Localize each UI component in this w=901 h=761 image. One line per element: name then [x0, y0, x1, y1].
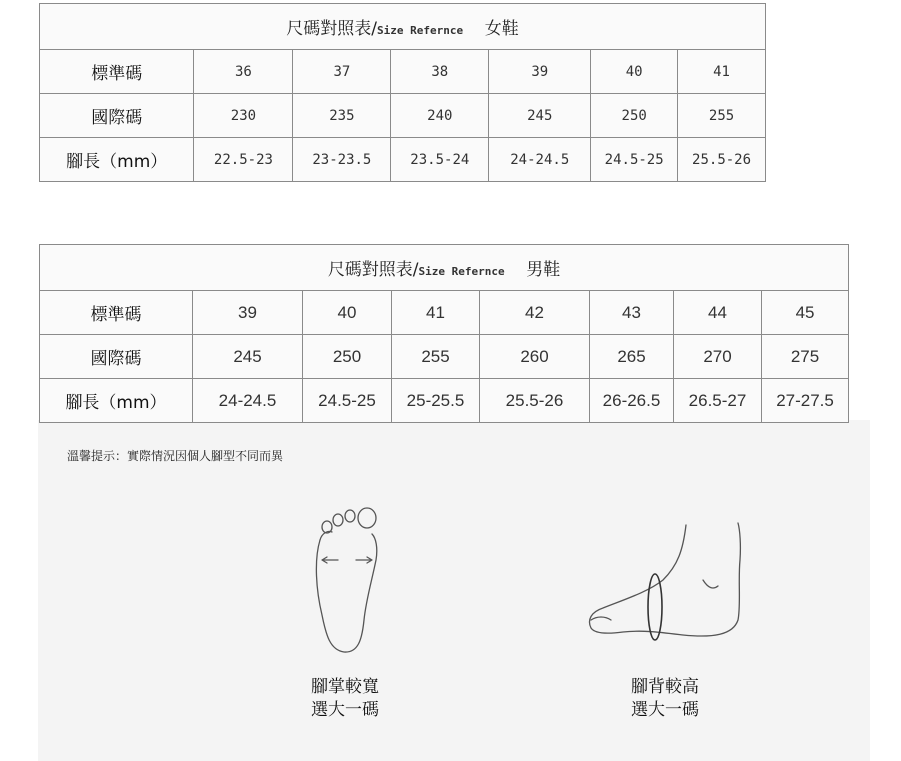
row-label-standard: 標準碼: [40, 50, 194, 94]
row-label-international: 國際碼: [40, 94, 194, 138]
table-cell: 26.5-27: [674, 379, 762, 423]
high-instep-line1: 腳背較高: [631, 677, 699, 697]
women-table-title: [40, 4, 766, 50]
wide-foot-line1: 腳掌較寬: [311, 677, 379, 697]
table-cell: 250: [591, 94, 678, 138]
table-cell: 260: [480, 335, 590, 379]
table-cell: 255: [678, 94, 766, 138]
table-cell: 36: [194, 50, 293, 94]
table-cell: 25.5-26: [480, 379, 590, 423]
table-cell: 41: [678, 50, 766, 94]
high-instep-line2: 選大一碼: [631, 700, 699, 720]
table-cell: 23-23.5: [293, 138, 391, 182]
table-cell: 26-26.5: [590, 379, 674, 423]
table-cell: 270: [674, 335, 762, 379]
men-title-cn: 尺碼對照表/: [327, 260, 419, 280]
table-cell: 38: [391, 50, 489, 94]
table-cell: 23.5-24: [391, 138, 489, 182]
table-cell: 37: [293, 50, 391, 94]
wide-foot-icon: [300, 500, 400, 660]
table-cell: 25-25.5: [392, 379, 480, 423]
size-tip-note: 溫馨提示：實際情況因個人腳型不同而異: [67, 449, 284, 463]
table-cell: 42: [480, 291, 590, 335]
row-label-international: 國際碼: [40, 335, 193, 379]
table-cell: 22.5-23: [194, 138, 293, 182]
table-cell: 265: [590, 335, 674, 379]
women-title-cn: 尺碼對照表/: [286, 19, 377, 39]
table-cell: 24-24.5: [193, 379, 303, 423]
table-row: [40, 335, 849, 379]
table-cell: 44: [674, 291, 762, 335]
men-size-table: [39, 244, 849, 423]
table-cell: 255: [392, 335, 480, 379]
men-title-en: Size Refernce: [418, 265, 505, 278]
table-cell: 25.5-26: [678, 138, 766, 182]
table-row: [40, 291, 849, 335]
wide-foot-line2: 選大一碼: [311, 700, 379, 720]
row-label-standard: 標準碼: [40, 291, 193, 335]
table-cell: 250: [303, 335, 392, 379]
table-cell: 45: [762, 291, 849, 335]
high-instep-foot-icon: [583, 520, 748, 645]
wide-foot-caption: [305, 676, 385, 722]
table-cell: 24.5-25: [591, 138, 678, 182]
table-cell: 39: [489, 50, 591, 94]
table-cell: 275: [762, 335, 849, 379]
table-cell: 245: [489, 94, 591, 138]
table-row: [40, 138, 766, 182]
table-cell: 41: [392, 291, 480, 335]
table-cell: 24-24.5: [489, 138, 591, 182]
table-cell: 24.5-25: [303, 379, 392, 423]
table-row: [40, 94, 766, 138]
high-instep-caption: [625, 676, 705, 722]
table-cell: 40: [591, 50, 678, 94]
table-cell: 39: [193, 291, 303, 335]
women-title-en: Size Refernce: [377, 24, 464, 37]
table-cell: 245: [193, 335, 303, 379]
table-cell: 27-27.5: [762, 379, 849, 423]
row-label-foot-length: 腳長（mm）: [40, 138, 194, 182]
table-row: [40, 50, 766, 94]
men-table-title: [40, 245, 849, 291]
table-cell: 240: [391, 94, 489, 138]
table-cell: 43: [590, 291, 674, 335]
table-row: [40, 379, 849, 423]
table-cell: 40: [303, 291, 392, 335]
row-label-foot-length: 腳長（mm）: [40, 379, 193, 423]
women-title-tag: 女鞋: [484, 19, 519, 39]
table-cell: 230: [194, 94, 293, 138]
women-size-table: [39, 3, 766, 182]
men-title-tag: 男鞋: [526, 260, 561, 280]
table-cell: 235: [293, 94, 391, 138]
